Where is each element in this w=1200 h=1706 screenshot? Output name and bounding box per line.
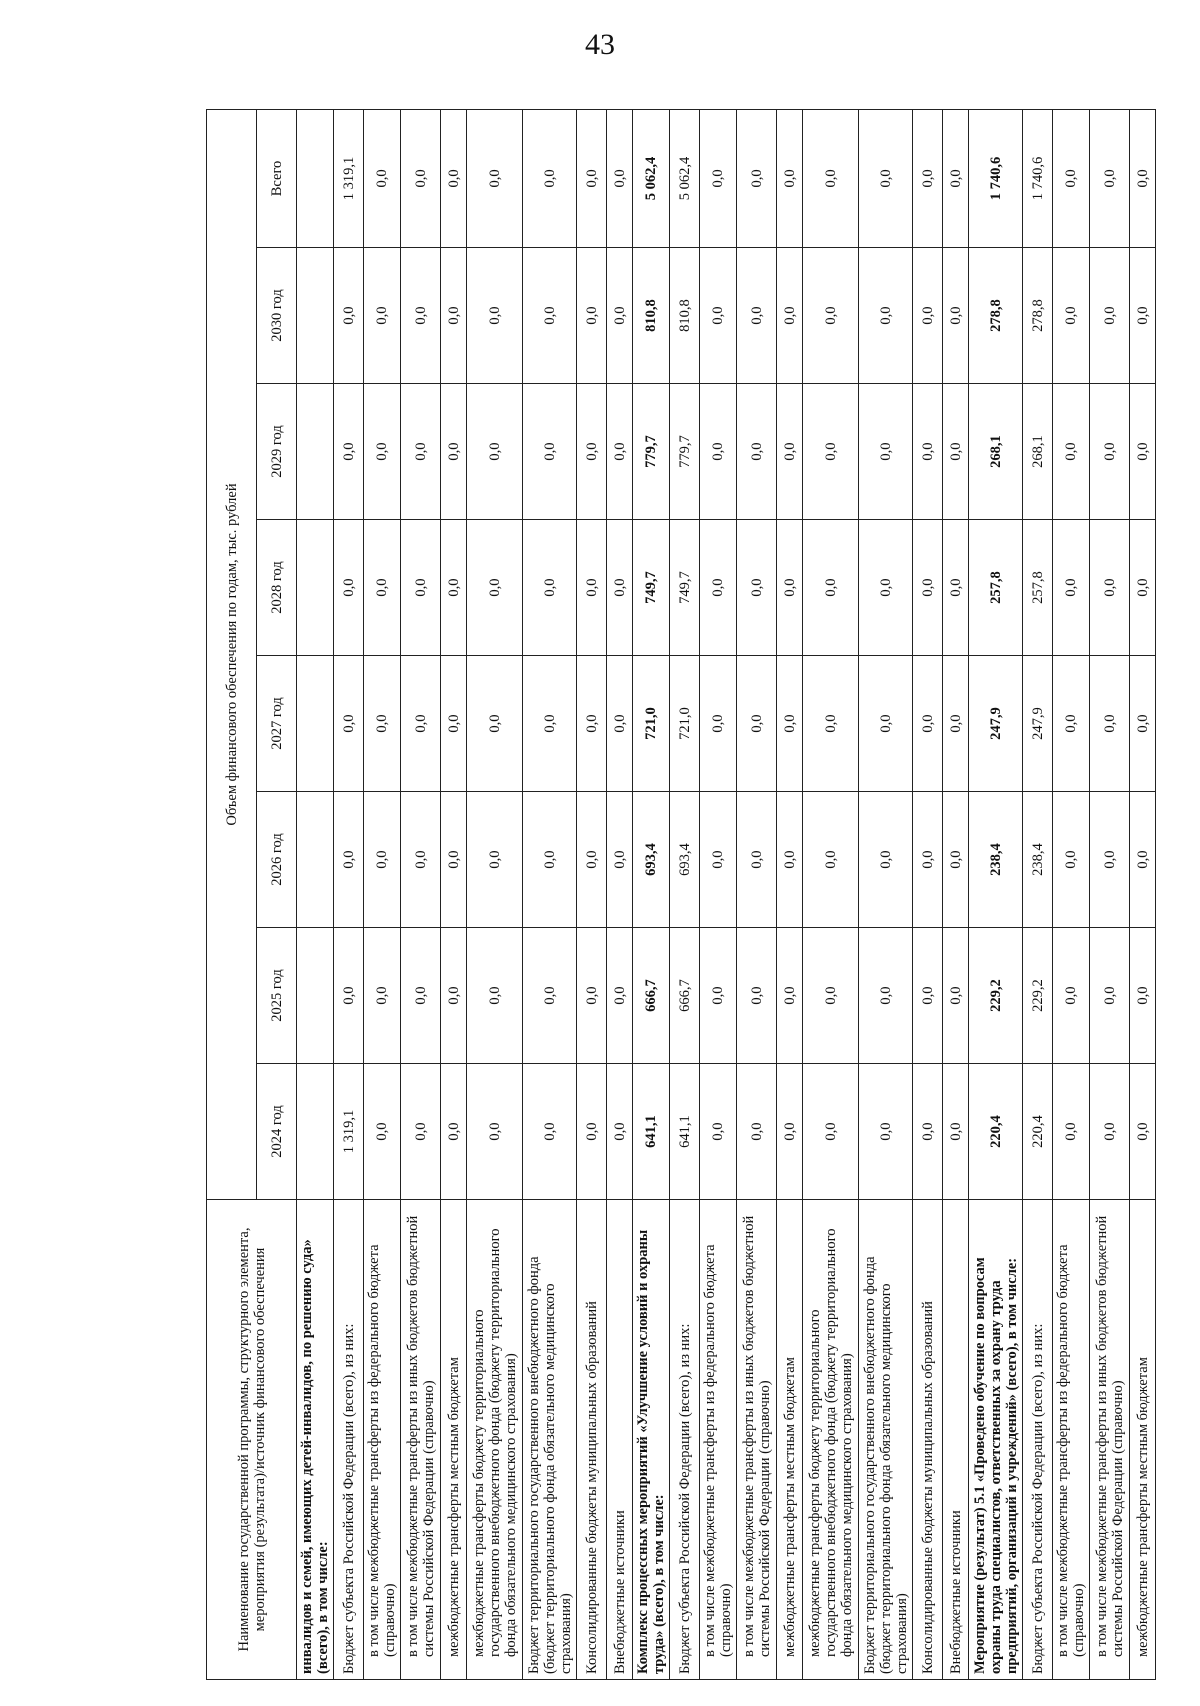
row-name-cell: Консолидированные бюджеты муниципальных образований (913, 1200, 943, 1680)
value-cell: 749,7 (670, 520, 700, 656)
value-cell: 0,0 (1130, 520, 1156, 656)
value-cell: 0,0 (523, 384, 577, 520)
table-row (1130, 109, 1156, 1679)
value-cell: 0,0 (700, 384, 737, 520)
table-row (297, 109, 334, 1679)
header-year: 2030 год (257, 248, 297, 384)
value-cell: 0,0 (523, 1064, 577, 1200)
table-row (467, 109, 523, 1679)
value-cell: 0,0 (1053, 656, 1090, 792)
value-cell: 0,0 (334, 792, 364, 928)
value-cell: 779,7 (670, 384, 700, 520)
row-name-cell: межбюджетные трансферты бюджету территориального государственного внебюджетного фонда (бюджету территориального фонда обязательного медицинского страхования) (467, 1200, 523, 1680)
value-cell: 0,0 (441, 792, 467, 928)
value-cell: 268,1 (1023, 384, 1053, 520)
value-cell: 0,0 (467, 109, 523, 247)
value-cell: 0,0 (577, 1064, 607, 1200)
value-cell: 666,7 (633, 928, 670, 1064)
value-cell: 0,0 (913, 384, 943, 520)
table-row (334, 109, 364, 1679)
value-cell: 0,0 (737, 384, 777, 520)
value-cell: 268,1 (969, 384, 1023, 520)
value-cell: 0,0 (1130, 1064, 1156, 1200)
row-name-cell: Бюджет субъекта Российской Федерации (всего), из них: (1023, 1200, 1053, 1680)
header-year: 2024 год (257, 1064, 297, 1200)
value-cell: 0,0 (1130, 248, 1156, 384)
value-cell: 229,2 (969, 928, 1023, 1064)
value-cell: 0,0 (777, 248, 803, 384)
row-name-cell: Внебюджетные источники (607, 1200, 633, 1680)
row-name-cell: в том числе межбюджетные трансферты из иных бюджетов бюджетной системы Российской Федерации (справочно) (737, 1200, 777, 1680)
value-cell: 0,0 (700, 656, 737, 792)
row-name-cell: Комплекс процессных мероприятий «Улучшение условий и охраны труда» (всего), в том числе: (633, 1200, 670, 1680)
row-name-cell: Бюджет субъекта Российской Федерации (всего), из них: (334, 1200, 364, 1680)
table-row (1053, 109, 1090, 1679)
value-cell: 0,0 (364, 1064, 401, 1200)
table-row (777, 109, 803, 1679)
value-cell: 0,0 (1130, 928, 1156, 1064)
value-cell: 0,0 (1090, 928, 1130, 1064)
table-row (577, 109, 607, 1679)
value-cell: 0,0 (401, 1064, 441, 1200)
value-cell: 0,0 (1090, 520, 1130, 656)
table-row (670, 109, 700, 1679)
row-name-cell: Консолидированные бюджеты муниципальных образований (577, 1200, 607, 1680)
value-cell: 5 062,4 (670, 109, 700, 247)
value-cell (297, 656, 334, 792)
header-year: 2029 год (257, 384, 297, 520)
table-row (441, 109, 467, 1679)
table-row (633, 109, 670, 1679)
value-cell: 0,0 (943, 384, 969, 520)
value-cell: 0,0 (737, 520, 777, 656)
value-cell: 0,0 (1053, 792, 1090, 928)
table-row (859, 109, 913, 1679)
value-cell: 0,0 (1090, 656, 1130, 792)
value-cell: 0,0 (334, 928, 364, 1064)
value-cell: 278,8 (969, 248, 1023, 384)
value-cell: 0,0 (577, 384, 607, 520)
value-cell: 0,0 (1090, 109, 1130, 247)
row-name-cell: в том числе межбюджетные трансферты из федерального бюджета (справочно) (1053, 1200, 1090, 1680)
table-row (737, 109, 777, 1679)
value-cell: 0,0 (803, 1064, 859, 1200)
value-cell: 0,0 (943, 656, 969, 792)
value-cell: 0,0 (913, 928, 943, 1064)
value-cell: 0,0 (777, 656, 803, 792)
table-body (297, 109, 1156, 1679)
table-row (943, 109, 969, 1679)
value-cell: 0,0 (577, 520, 607, 656)
header-total: Всего (257, 109, 297, 247)
value-cell: 0,0 (577, 248, 607, 384)
value-cell: 0,0 (777, 109, 803, 247)
value-cell: 0,0 (1053, 1064, 1090, 1200)
value-cell: 0,0 (364, 792, 401, 928)
value-cell: 278,8 (1023, 248, 1053, 384)
header-year: 2028 год (257, 520, 297, 656)
value-cell: 0,0 (1053, 109, 1090, 247)
value-cell: 0,0 (441, 384, 467, 520)
value-cell: 0,0 (577, 928, 607, 1064)
value-cell: 0,0 (1090, 1064, 1130, 1200)
value-cell: 247,9 (969, 656, 1023, 792)
value-cell: 0,0 (334, 248, 364, 384)
value-cell: 0,0 (607, 928, 633, 1064)
value-cell: 0,0 (737, 928, 777, 1064)
value-cell: 0,0 (441, 928, 467, 1064)
value-cell: 0,0 (1130, 109, 1156, 247)
row-name-cell: Мероприятие (результат) 5.1 «Проведено обучение по вопросам охраны труда специалистов, ответственных за охрану труда предприятий, организаций и учреждений» (всего), в том числе: (969, 1200, 1023, 1680)
value-cell: 721,0 (633, 656, 670, 792)
table-row (364, 109, 401, 1679)
row-name-cell: межбюджетные трансферты местным бюджетам (441, 1200, 467, 1680)
table-row (607, 109, 633, 1679)
value-cell: 247,9 (1023, 656, 1053, 792)
table-row (969, 109, 1023, 1679)
value-cell: 0,0 (401, 520, 441, 656)
value-cell: 0,0 (1090, 792, 1130, 928)
value-cell: 810,8 (633, 248, 670, 384)
value-cell: 0,0 (700, 1064, 737, 1200)
value-cell: 0,0 (364, 109, 401, 247)
rotated-table-container (206, 110, 1151, 1680)
page-number: 43 (585, 28, 615, 61)
value-cell: 0,0 (913, 656, 943, 792)
value-cell: 0,0 (803, 656, 859, 792)
value-cell: 0,0 (943, 520, 969, 656)
row-name-cell: в том числе межбюджетные трансферты из иных бюджетов бюджетной системы Российской Федерации (справочно) (401, 1200, 441, 1680)
value-cell: 0,0 (1130, 384, 1156, 520)
value-cell: 0,0 (859, 792, 913, 928)
value-cell: 721,0 (670, 656, 700, 792)
row-name-cell: в том числе межбюджетные трансферты из федерального бюджета (справочно) (364, 1200, 401, 1680)
value-cell: 641,1 (670, 1064, 700, 1200)
value-cell: 0,0 (1053, 384, 1090, 520)
financing-table (206, 109, 1156, 1680)
value-cell: 238,4 (1023, 792, 1053, 928)
value-cell: 0,0 (467, 520, 523, 656)
value-cell: 693,4 (670, 792, 700, 928)
value-cell: 0,0 (441, 109, 467, 247)
table-row (523, 109, 577, 1679)
value-cell: 0,0 (607, 792, 633, 928)
value-cell: 0,0 (467, 384, 523, 520)
value-cell: 257,8 (1023, 520, 1053, 656)
value-cell: 0,0 (441, 1064, 467, 1200)
value-cell: 0,0 (777, 384, 803, 520)
row-name-cell: межбюджетные трансферты местным бюджетам (1130, 1200, 1156, 1680)
value-cell: 0,0 (441, 656, 467, 792)
value-cell: 0,0 (401, 792, 441, 928)
value-cell: 0,0 (523, 656, 577, 792)
value-cell: 0,0 (441, 248, 467, 384)
value-cell (297, 248, 334, 384)
header-year: 2027 год (257, 656, 297, 792)
value-cell: 0,0 (1053, 928, 1090, 1064)
row-name-cell: Бюджет субъекта Российской Федерации (всего), из них: (670, 1200, 700, 1680)
value-cell: 0,0 (943, 928, 969, 1064)
value-cell: 238,4 (969, 792, 1023, 928)
value-cell: 220,4 (969, 1064, 1023, 1200)
value-cell: 0,0 (859, 520, 913, 656)
value-cell: 1 740,6 (969, 109, 1023, 247)
value-cell: 0,0 (401, 928, 441, 1064)
value-cell: 0,0 (364, 656, 401, 792)
value-cell: 0,0 (943, 109, 969, 247)
value-cell: 666,7 (670, 928, 700, 1064)
row-name-cell: межбюджетные трансферты бюджету территориального государственного внебюджетного фонда (бюджету территориального фонда обязательного медицинского страхования) (803, 1200, 859, 1680)
value-cell: 0,0 (859, 248, 913, 384)
value-cell: 0,0 (364, 520, 401, 656)
value-cell: 0,0 (1053, 248, 1090, 384)
value-cell: 220,4 (1023, 1064, 1053, 1200)
table-row (803, 109, 859, 1679)
value-cell: 0,0 (607, 520, 633, 656)
value-cell: 0,0 (523, 928, 577, 1064)
value-cell: 1 319,1 (334, 109, 364, 247)
value-cell (297, 109, 334, 247)
value-cell: 693,4 (633, 792, 670, 928)
value-cell: 0,0 (913, 248, 943, 384)
header-name-cell: Наименование государственной программы, структурного элемента, мероприятия (результата)/источник финансового обеспечения (207, 1200, 297, 1680)
value-cell: 0,0 (467, 928, 523, 1064)
value-cell: 0,0 (577, 656, 607, 792)
value-cell: 749,7 (633, 520, 670, 656)
value-cell: 0,0 (943, 248, 969, 384)
value-cell: 1 319,1 (334, 1064, 364, 1200)
value-cell: 0,0 (913, 792, 943, 928)
value-cell: 0,0 (700, 109, 737, 247)
row-name-cell: в том числе межбюджетные трансферты из иных бюджетов бюджетной системы Российской Федерации (справочно) (1090, 1200, 1130, 1680)
value-cell (297, 520, 334, 656)
row-name-cell: в том числе межбюджетные трансферты из федерального бюджета (справочно) (700, 1200, 737, 1680)
value-cell: 0,0 (607, 248, 633, 384)
value-cell: 0,0 (523, 109, 577, 247)
value-cell: 0,0 (803, 109, 859, 247)
row-name-cell: инвалидов и семей, имеющих детей-инвалидов, по решению суда» (всего), в том числе: (297, 1200, 334, 1680)
value-cell: 0,0 (467, 792, 523, 928)
value-cell: 0,0 (523, 248, 577, 384)
value-cell: 0,0 (467, 1064, 523, 1200)
header-year: 2025 год (257, 928, 297, 1064)
value-cell: 0,0 (1090, 248, 1130, 384)
value-cell: 1 740,6 (1023, 109, 1053, 247)
row-name-cell: Бюджет территориального государственного внебюджетного фонда (бюджет территориального фонда обязательного медицинского страхования) (859, 1200, 913, 1680)
value-cell: 0,0 (1053, 520, 1090, 656)
row-name-cell: Бюджет территориального государственного внебюджетного фонда (бюджет территориального фонда обязательного медицинского страхования) (523, 1200, 577, 1680)
value-cell: 0,0 (777, 928, 803, 1064)
table-row (401, 109, 441, 1679)
value-cell (297, 384, 334, 520)
value-cell: 0,0 (803, 384, 859, 520)
value-cell: 0,0 (803, 792, 859, 928)
value-cell: 0,0 (859, 656, 913, 792)
value-cell: 0,0 (607, 656, 633, 792)
value-cell: 0,0 (607, 109, 633, 247)
value-cell: 0,0 (401, 656, 441, 792)
value-cell: 0,0 (607, 384, 633, 520)
value-cell: 0,0 (467, 248, 523, 384)
table-row (1090, 109, 1130, 1679)
value-cell: 0,0 (913, 1064, 943, 1200)
value-cell: 0,0 (737, 248, 777, 384)
value-cell: 0,0 (700, 520, 737, 656)
value-cell: 779,7 (633, 384, 670, 520)
value-cell: 0,0 (577, 792, 607, 928)
value-cell: 0,0 (943, 792, 969, 928)
value-cell: 0,0 (523, 792, 577, 928)
value-cell: 0,0 (803, 928, 859, 1064)
row-name-cell: межбюджетные трансферты местным бюджетам (777, 1200, 803, 1680)
table-row (913, 109, 943, 1679)
value-cell: 810,8 (670, 248, 700, 384)
value-cell: 0,0 (700, 792, 737, 928)
value-cell: 0,0 (913, 520, 943, 656)
value-cell: 0,0 (401, 109, 441, 247)
value-cell: 0,0 (737, 109, 777, 247)
value-cell: 0,0 (364, 248, 401, 384)
header-group-cell: Объем финансового обеспечения по годам, тыс. рублей (207, 109, 257, 1199)
value-cell: 641,1 (633, 1064, 670, 1200)
value-cell: 0,0 (859, 928, 913, 1064)
value-cell: 5 062,4 (633, 109, 670, 247)
value-cell: 0,0 (364, 384, 401, 520)
value-cell: 0,0 (943, 1064, 969, 1200)
value-cell: 0,0 (803, 248, 859, 384)
header-year: 2026 год (257, 792, 297, 928)
value-cell: 0,0 (777, 1064, 803, 1200)
value-cell (297, 792, 334, 928)
value-cell: 0,0 (737, 1064, 777, 1200)
value-cell: 0,0 (401, 248, 441, 384)
row-name-cell: Внебюджетные источники (943, 1200, 969, 1680)
value-cell: 0,0 (401, 384, 441, 520)
value-cell (297, 1064, 334, 1200)
value-cell: 257,8 (969, 520, 1023, 656)
value-cell: 0,0 (364, 928, 401, 1064)
value-cell: 0,0 (441, 520, 467, 656)
table-row (1023, 109, 1053, 1679)
value-cell: 0,0 (334, 384, 364, 520)
value-cell (297, 928, 334, 1064)
value-cell: 0,0 (777, 792, 803, 928)
value-cell: 0,0 (523, 520, 577, 656)
value-cell: 0,0 (913, 109, 943, 247)
value-cell: 0,0 (577, 109, 607, 247)
value-cell: 0,0 (607, 1064, 633, 1200)
value-cell: 0,0 (859, 1064, 913, 1200)
value-cell: 229,2 (1023, 928, 1053, 1064)
value-cell: 0,0 (700, 928, 737, 1064)
value-cell: 0,0 (700, 248, 737, 384)
value-cell: 0,0 (803, 520, 859, 656)
value-cell: 0,0 (859, 384, 913, 520)
value-cell: 0,0 (334, 656, 364, 792)
value-cell: 0,0 (737, 792, 777, 928)
value-cell: 0,0 (1130, 792, 1156, 928)
value-cell: 0,0 (1130, 656, 1156, 792)
table-row (700, 109, 737, 1679)
value-cell: 0,0 (777, 520, 803, 656)
value-cell: 0,0 (1090, 384, 1130, 520)
value-cell: 0,0 (737, 656, 777, 792)
value-cell: 0,0 (859, 109, 913, 247)
value-cell: 0,0 (334, 520, 364, 656)
value-cell: 0,0 (467, 656, 523, 792)
